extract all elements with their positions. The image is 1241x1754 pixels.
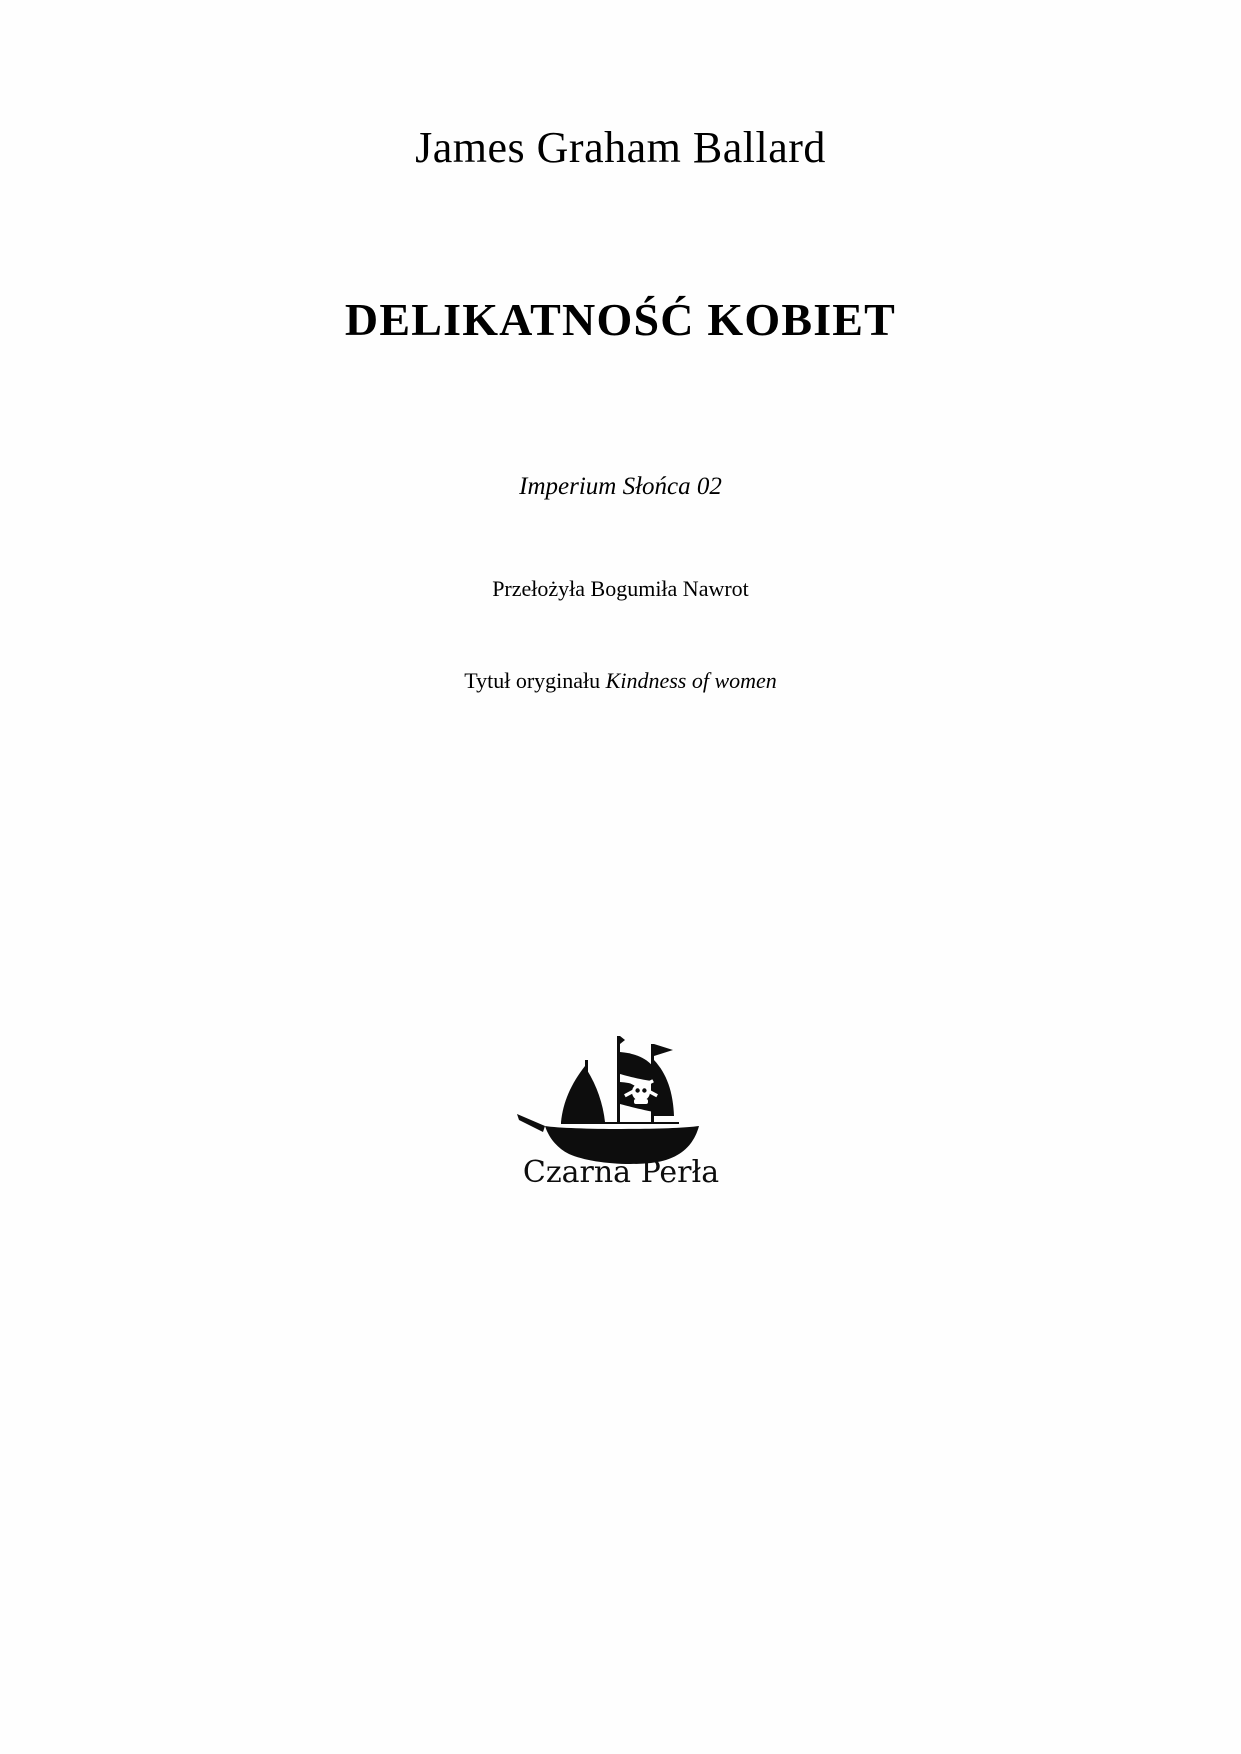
original-title-line [0,668,1241,694]
publisher-logo-caption: Czarna Perła [522,1155,719,1190]
book-title: DELIKATNOŚĆ KOBIET [344,294,897,345]
original-title-value: Kindness of women [605,668,777,693]
translator-credit: Przełożyła Bogumiła Nawrot [492,576,749,601]
series-label: Imperium Słońca 02 [519,473,722,500]
original-title-label: Tytuł oryginału [464,668,606,693]
author-name: James Graham Ballard [415,123,826,172]
publisher-logo [0,1030,1241,1190]
pirate-ship-icon [501,1030,741,1190]
